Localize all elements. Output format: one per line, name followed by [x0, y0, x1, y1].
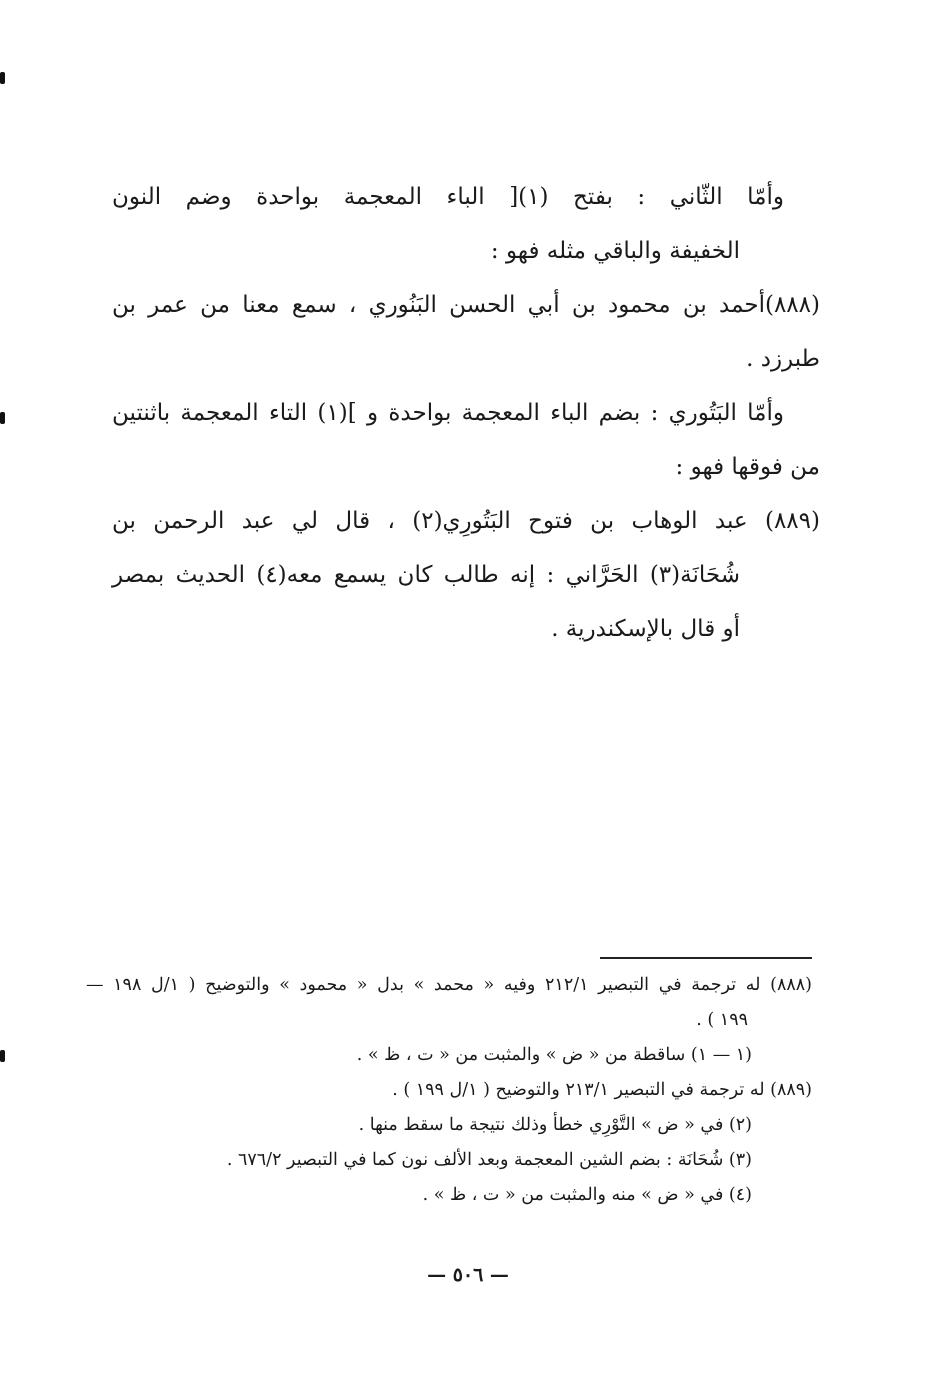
footnote-line: ١٩٩ ) . — [696, 1010, 748, 1030]
footnote-line: (٤) في « ض » منه والمثبت من « ت ، ظ » . — [422, 1185, 752, 1205]
scan-edge-mark — [0, 1050, 5, 1062]
text-line: وأمّا البَتُوري : بضم الباء المعجمة بواحدة و ](١) التاء المعجمة باثنتين — [112, 400, 784, 426]
entry-888-line: (٨٨٨)أحمد بن محمود بن أبي الحسن البَنُوري ، سمع معنا من عمر بن — [112, 292, 820, 318]
footnotes — [86, 968, 812, 1213]
text-line: وأمّا الثّاني : بفتح (١)[ الباء المعجمة بواحدة وضم النون — [112, 184, 784, 210]
footnote-separator — [600, 957, 812, 959]
footnote-line: (٨٨٩) له ترجمة في التبصير ٢١٣/١ والتوضيح ( ١/ل ١٩٩ ) . — [392, 1080, 812, 1100]
text-line: الخفيفة والباقي مثله فهو : — [490, 238, 740, 264]
text-line: طبرزد . — [746, 346, 820, 372]
entry-889-line: (٨٨٩) عبد الوهاب بن فتوح البَتُورِي(٢) ، قال لي عبد الرحمن بن — [112, 508, 820, 534]
scan-edge-mark — [0, 412, 5, 424]
footnote-line: (٢) في « ض » التَّوْرِي خطأ وذلك نتيجة ما سقط منها . — [358, 1115, 752, 1135]
footnote-line: (١ — ١) ساقطة من « ض » والمثبت من « ت ، ظ » . — [356, 1045, 752, 1065]
page-number: — ٥٠٦ — — [427, 1264, 509, 1286]
main-text — [112, 170, 820, 656]
footnote-line: (٣) شُحَانَة : بضم الشين المعجمة وبعد الألف نون كما في التبصير ٦٧٦/٢ . — [226, 1150, 752, 1170]
text-line: شُحَانَة(٣) الحَرَّاني : إنه طالب كان يسمع معه(٤) الحديث بمصر — [112, 562, 740, 588]
scan-edge-mark — [0, 72, 5, 84]
text-line: أو قال بالإسكندرية . — [551, 616, 740, 642]
text-line: من فوقها فهو : — [675, 454, 820, 480]
footnote-line: (٨٨٨) له ترجمة في التبصير ٢١٢/١ وفيه « محمد » بدل « محمود » والتوضيح ( ١/ل ١٩٨ — — [86, 975, 812, 995]
